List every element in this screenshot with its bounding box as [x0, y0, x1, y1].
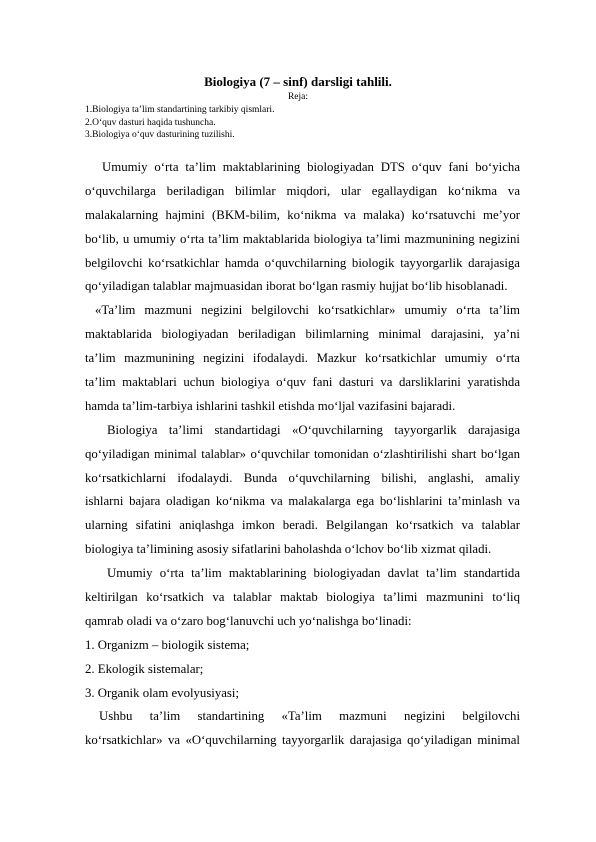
- body-line: ishlarni bajara oladigan ko‘nikma va malakalarga ega bo‘lishlarini ta’minlash va: [85, 494, 520, 509]
- body-line: malakalarning hajmini (BKM-bilim, ko‘nikma va malaka) ko‘rsatuvchi me’yor: [85, 207, 520, 222]
- body-line: ularning sifatini aniqlashga imkon beradi. Belgilangan ko‘rsatkich va talablar: [85, 518, 520, 533]
- list-item: 2. Ekologik sistemalar;: [85, 661, 204, 676]
- list-item: 3. Organik olam evolyusiyasi;: [85, 685, 240, 700]
- body-line: ko‘rsatkichlar» va «O‘quvchilarning tayyorgarlik darajasiga qo‘yiladigan minimal: [85, 733, 520, 748]
- plan-list: [85, 104, 274, 142]
- body-line: ta’lim mazmunining negizini ifodalaydi. Mazkur ko‘rsatkichlar umumiy o‘rta: [85, 351, 520, 366]
- body-line: ta’lim maktablari uchun biologiya o‘quv fani dasturi va darsliklarini yaratishda: [85, 375, 520, 390]
- body-line: hamda ta’lim-tarbiya ishlarini tashkil etishda mo‘ljal vazifasini bajaradi.: [85, 398, 456, 413]
- body-line: «Ta’lim mazmuni negizini belgilovchi ko‘rsatkichlar» umumiy o‘rta ta’lim: [95, 303, 520, 318]
- body-line: ko‘rsatkichlarni ifodalaydi. Bunda o‘quvchilarning bilishi, anglashi, amaliy: [85, 470, 520, 485]
- plan-item: 2.O‘quv dasturi haqida tushuncha.: [85, 117, 216, 128]
- body-line: biologiya ta’limining asosiy sifatlarini baholashda o‘lchov bo‘lib xizmat qiladi.: [85, 542, 492, 557]
- body-line: belgilovchi ko‘rsatkichlar hamda o‘quvchilarning biologik tayyorgarlik darajasiga: [85, 255, 520, 270]
- body-line: o‘quvchilarga beriladigan bilimlar miqdori, ular egallaydigan ko‘nikma va: [85, 183, 520, 198]
- body-line: bo‘lib, u umumiy o‘rta ta’lim maktablarida biologiya ta’limi mazmunining negizini: [85, 231, 520, 246]
- body-line: keltirilgan ko‘rsatkich va talablar maktab biologiya ta’limi mazmunini to‘liq: [85, 590, 520, 605]
- body-line: Biologiya ta’limi standartidagi «O‘quvchilarning tayyorgarlik darajasiga: [107, 422, 520, 437]
- body-line: maktablarida biologiyadan beriladigan bilimlarning minimal darajasini, ya’ni: [85, 327, 520, 342]
- body-line: Ushbu ta’lim standartining «Ta’lim mazmuni negizini belgilovchi: [99, 709, 520, 724]
- body-line: qamrab oladi va o‘zaro bog‘lanuvchi uch yo‘nalishga bo‘linadi:: [85, 613, 412, 628]
- plan-heading: Reja:: [287, 92, 309, 102]
- plan-item: 3.Biologiya o‘quv dasturining tuzilishi.: [85, 130, 235, 141]
- document-body: [85, 156, 520, 753]
- body-line: Umumiy o‘rta ta’lim maktablarining biologiyadan davlat ta’lim standartida: [107, 566, 520, 581]
- document-title: Biologiya (7 – sinf) darsligi tahlili.: [204, 74, 392, 89]
- body-line: qo‘yiladigan minimal talablar» o‘quvchilar tomonidan o‘zlashtirilishi shart bo‘lgan: [85, 446, 520, 461]
- body-line: Umumiy o‘rta ta’lim maktablarining biologiyadan DTS o‘quv fani bo‘yicha: [102, 160, 520, 174]
- list-item: 1. Organizm – biologik sistema;: [85, 637, 250, 652]
- body-line: qo‘yiladigan talablar majmuasidan iborat bo‘lgan rasmiy hujjat bo‘lib hisoblanadi.: [85, 279, 508, 294]
- plan-item: 1.Biologiya ta’lim standartining tarkibiy qismlari.: [85, 105, 275, 115]
